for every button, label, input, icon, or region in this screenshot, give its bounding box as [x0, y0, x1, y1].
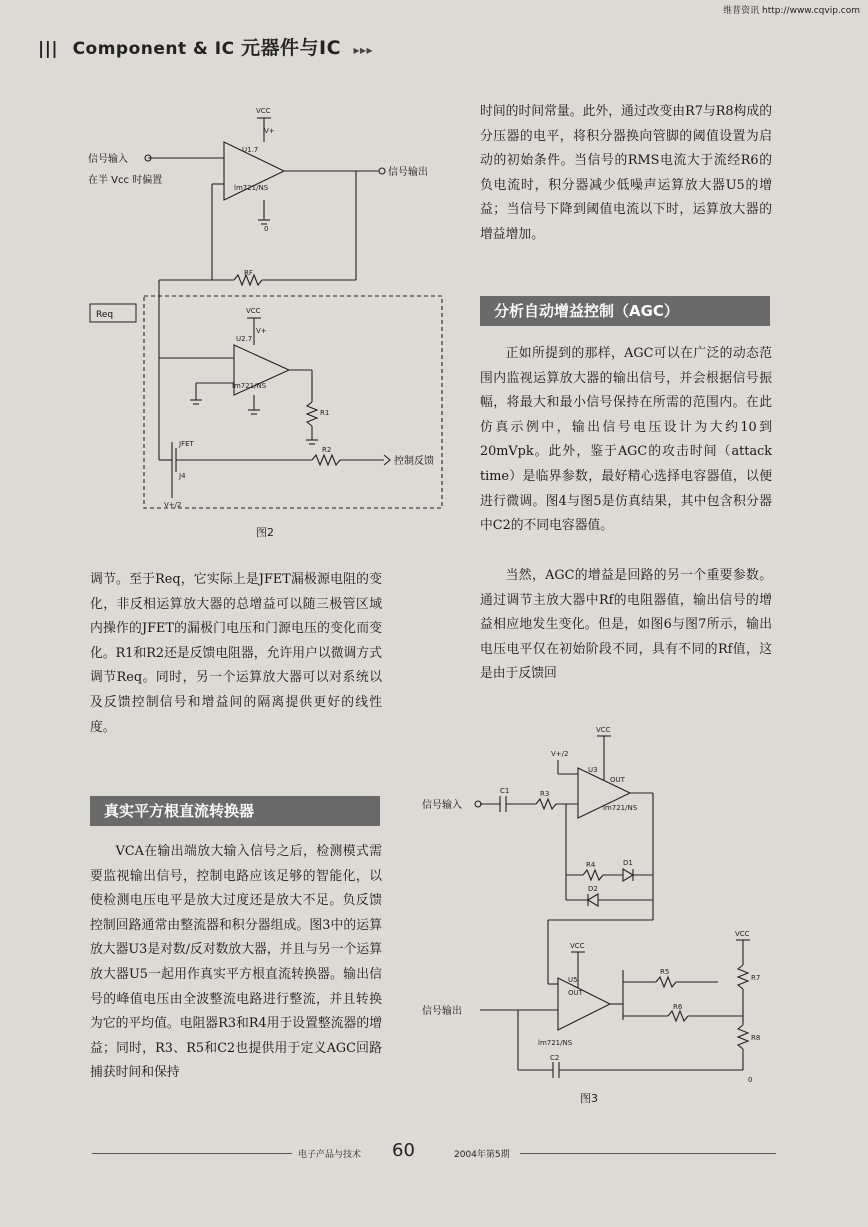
- fig2-vplus-2: V+: [256, 327, 267, 335]
- footer-journal: 电子产品与技术: [298, 1150, 362, 1160]
- page-header: [38, 33, 373, 60]
- fig3-part-1: lm721/NS: [603, 804, 638, 812]
- fig3-r4: R4: [586, 861, 596, 869]
- right-paragraph-2: 正如所提到的那样，AGC可以在广泛的动态范围内监视运算放大器的输出信号，并会根据信号振幅，将最大和最小信号保持在所需的范围内。在此仿真示例中，输出信号电压设计为大约10到20mVpk。此外，鉴于AGC的攻击时间（attack time）是临界参数，最好精心选择电容器值，以便进行微调。图4与图5是仿真结果，其中包含积分器中C2的不同电容器值。: [480, 346, 772, 534]
- fig3-vcc-2: VCC: [570, 942, 585, 950]
- figure-3-schematic: [418, 720, 778, 1100]
- fig2-r2: R2: [322, 446, 332, 454]
- fig2-jfet: JFET: [179, 440, 194, 448]
- right-paragraph-3: 当然，AGC的增益是回路的另一个重要参数。通过调节主放大器中Rf的电阻器值，输出信号的增益相应地发生变化。但是，如图6与图7所示，输出电压电平仅在初始阶段不同，具有不同的Rf值，这是由于反馈回: [480, 568, 772, 682]
- figure-2-caption: 图2: [256, 526, 274, 539]
- figure-2: [84, 100, 454, 540]
- fig3-r5: R5: [660, 968, 670, 976]
- bars-icon: |||: [38, 39, 59, 59]
- fig3-label-in: 信号输入: [422, 800, 462, 811]
- fig3-out-2: OUT: [568, 989, 583, 997]
- fig3-r3: R3: [540, 790, 550, 798]
- right-paragraph-1: 时间的时间常量。此外，通过改变由R7与R8构成的分压器的电平，将积分器换向管脚的阈值设置为启动的初始条件。当信号的RMS电流大于流经R6的负电流时，积分器减少低噪声运算放大器U5的增益；当信号下降到阈值电流以下时，运算放大器的增益增加。: [480, 104, 772, 242]
- header-title-cn: 元器件与IC: [241, 37, 342, 59]
- fig2-rf: RF: [244, 269, 253, 277]
- fig2-req: Req: [96, 310, 114, 320]
- fig3-d2: D2: [588, 885, 598, 893]
- page-number: 60: [392, 1140, 415, 1161]
- fig2-j4: J4: [179, 472, 186, 480]
- fig3-r8: R8: [751, 1034, 761, 1042]
- fig2-zero: 0: [264, 225, 269, 233]
- fig3-out-1: OUT: [610, 776, 625, 784]
- fig3-vcc-1: VCC: [596, 726, 611, 734]
- fig2-label-ctrl: 控制反馈: [394, 456, 434, 467]
- fig2-vcc-1: VCC: [256, 107, 271, 115]
- figure-2-schematic: [84, 100, 454, 540]
- fig3-label-out: 信号输出: [422, 1006, 462, 1017]
- fig2-part-2: lm721/NS: [232, 382, 267, 390]
- fig3-zero: 0: [748, 1076, 753, 1084]
- footer-rule-right: [520, 1153, 776, 1154]
- fig3-c1: C1: [500, 787, 510, 795]
- figure-3-caption: 图3: [580, 1092, 598, 1105]
- fig2-vplus-1: V+: [264, 127, 275, 135]
- section-title-agc: 分析自动增益控制（AGC）: [480, 296, 770, 326]
- fig3-u3: U3: [588, 766, 598, 774]
- fig3-vcc-3: VCC: [735, 930, 750, 938]
- fig3-part-2: lm721/NS: [538, 1039, 573, 1047]
- fig3-c2: C2: [550, 1054, 560, 1062]
- left-paragraph-2: VCA在输出端放大输入信号之后，检测模式需要监视输出信号，控制电路应该足够的智能化，以使检测电压电平是放大过度还是放大不足。负反馈控制回路通常由整流器和积分器组成。图3中的运算放大器U3是对数/反对数放大器，并且与另一个运算放大器U5一起用作真实平方根直流转换器。输出信号的峰值电压由全波整流电路进行整流，并且转换为它的平均值。电阻器R3和R4用于设置整流器的增益；同时，R3、R5和C2也提供用于定义AGC回路捕获时间和保持: [90, 844, 382, 1081]
- fig3-r7: R7: [751, 974, 761, 982]
- fig3-r6: R6: [673, 1003, 683, 1011]
- fig3-vdiv2: V+/2: [551, 750, 569, 758]
- watermark: 维普资讯 http://www.cqvip.com: [723, 6, 860, 16]
- header-title-en: Component & IC: [72, 39, 235, 59]
- fig2-label-in1: 信号输入: [88, 154, 128, 165]
- fig3-u5: U5: [568, 976, 578, 984]
- fig2-label-out: 信号输出: [388, 167, 428, 178]
- fig3-d1: D1: [623, 859, 633, 867]
- fig2-r1: R1: [320, 409, 330, 417]
- fig2-label-in2: 在半 Vcc 时偏置: [88, 175, 163, 186]
- figure-3: [418, 720, 778, 1100]
- section-title-rms-converter: 真实平方根直流转换器: [90, 796, 380, 826]
- fig2-vdiv2: V+/2: [164, 501, 182, 509]
- fig2-part-1: lm721/NS: [234, 184, 269, 192]
- arrow-icon: ▸▸▸: [353, 43, 374, 57]
- fig2-u2: U2.7: [236, 335, 253, 343]
- footer-issue: 2004年第5期: [454, 1150, 510, 1160]
- left-paragraph-1: 调节。至于Req，它实际上是JFET漏极源电阻的变化，非反相运算放大器的总增益可以随三极管区域内操作的JFET的漏极门电压和门源电压的变化而变化。R1和R2还是反馈电阻器，允许用户以微调方式调节Req。同时，另一个运算放大器可以对系统以及反馈控制信号和增益间的隔离提供更好的线性度。: [90, 572, 382, 735]
- fig2-vcc-2: VCC: [246, 307, 261, 315]
- footer-rule-left: [92, 1153, 292, 1154]
- fig2-u1: U1.7: [242, 146, 259, 154]
